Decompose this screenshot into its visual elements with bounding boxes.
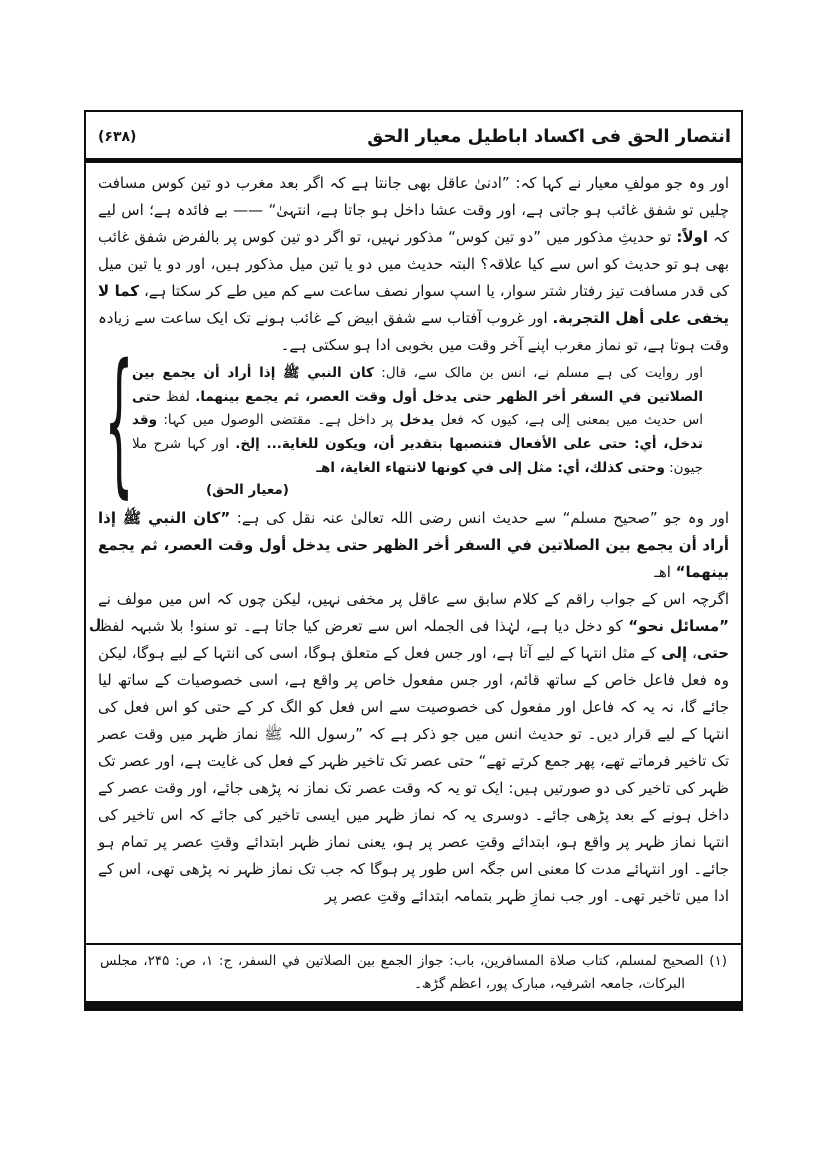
- page-header: [86, 112, 741, 158]
- paragraph-1: اور وہ جو مولفِ معیار نے کہا کہ: ”ادنیٰ عاقل بھی جانتا ہے کہ اگر بعد مغرب دو تین کوس مسافت چلیں تو شفق غائب ہو جاتی ہے، اور وقت عشا داخل ہو جاتا ہے، انتہیٰ“ —— بے فائدہ ہے؛ اس لیے کہ اولاً: تو حدیثِ مذکور میں ”دو تین کوس“ مذکور نہیں، تو اگر دو تین کوس پر بالفرض شفق غائب بھی ہو تو حدیث کو اس سے کیا علاقہ؟ البتہ حدیث میں دو یا تین میل مذکور ہیں، اور دو یا تین میل کی قدر مسافت تیز رفتار شتر سوار، یا اسپ سوار نصف ساعت سے کم میں طے کر سکتا ہے، كما لا يخفى على أهل التجربة. اور غروب آفتاب سے شفق ابیض کے غائب ہونے تک ایک ساعت سے زیادہ وقت ہوتا ہے، تو نماز مغرب اپنے آخر وقت میں بخوبی ادا ہو سکتی ہے۔: [98, 174, 730, 354]
- brace-column: [104, 329, 134, 513]
- bottom-bar: [86, 1001, 741, 1009]
- footnote-ref-margin-mark: ل: [89, 617, 102, 633]
- footnote-text: الصحيح لمسلم، كتاب صلاة المسافرين، باب: جواز الجمع بين الصلاتين في السفر، ج: ۱، ص: ۲۴۵، مجلس البركات، جامعہ اشرفیہ، مبارک پور، اعظم گڑھ۔: [100, 953, 710, 993]
- page-number: (۶۳۸): [98, 128, 137, 145]
- page-frame: [84, 110, 743, 1011]
- footnote: [86, 945, 741, 1001]
- quote-attribution: (معیار الحق): [206, 482, 289, 499]
- body-content: [86, 163, 741, 941]
- footnote-marker: (۱): [709, 953, 728, 970]
- curly-brace-icon: {: [104, 329, 134, 513]
- book-title: انتصار الحق فی اکساد اباطیل معیار الحق: [367, 126, 731, 147]
- footnote-body: [100, 950, 727, 996]
- paragraph-3: اگرچہ اس کے جواب راقم کے کلام سابق سے عاقل پر مخفی نہیں، لیکن چوں کہ اس میں مولف نے ”مسائل نحو“ کو دخل دیا ہے، لہٰذا فی الجملہ اس سے تعرض کیا جاتا ہے۔ تو سنو! بلا شبہہ لفظ حتی، إلى کے مثل انتہا کے لیے آتا ہے، اور جس فعل کے متعلق ہوگا، اسی کی انتہا کے لیے ہوگا، لیکن وہ فعل فاعل خاص کے ساتھ قائم، اور جس مفعول خاص پر واقع ہے، اسی خصوصیات کے ساتھ لیا جائے گا، نہ یہ کہ فاعل اور مفعول کی خصوصیت سے اس فعل کو الگ کر کے حتی کو اس فعل کی انتہا کے لیے قرار دیں۔ تو حدیث انس میں جو ذکر ہے کہ ”رسول اللہ ﷺ نماز ظہر میں وقت عصر تک تاخیر فرماتے تھے، پھر جمع کرتے تھے“ حتی عصر تک تاخیر ظہر کے فعل کی غایت ہے، اور عصر تک ظہر کی تاخیر کی دو صورتیں ہیں: ایک تو یہ کہ وقت عصر تک نماز نہ پڑھی جائے، اور وقت عصر کے داخل ہونے کے بعد پڑھی جائے۔ دوسری یہ کہ نماز ظہر میں ایسی تاخیر کی جائے کہ اس تاخیر کی انتہا نماز ظہر پر واقع ہو، ابتدائے وقتِ عصر پر ہو، یعنی نماز ظہر ابتدائے وقتِ عصر پر تمام ہو جائے۔ اور انتہائے مدت کا معنی اس جگہ اس طور پر ہوگا کہ جب تک نماز ظہر نہ پڑھی تھی، اس کے ادا میں تاخیر تھی۔ اور جب نمازِ ظہر بتمامہ ابتدائے وقتِ عصر پر: [98, 589, 730, 905]
- paragraph-2: اور وہ جو ”صحیح مسلم“ سے حدیث انس رضی اللہ تعالیٰ عنہ نقل کی ہے: ”كان النبي ﷺ إذا أراد أن يجمع بين الصلاتين في السفر أخر الظهر حتى يدخل أول وقت العصر، ثم يجمع بينهما“ اهـ: [98, 508, 729, 581]
- quote-text: اور روایت کی ہے مسلم نے، انس بن مالک سے، قال: كان النبي ﷺ إذا أراد أن يجمع بين الصلاتين في السفر أخر الظهر حتى يدخل أول وقت العصر، ثم يجمع بينهما. لفظ حتى اس حدیث میں بمعنی إلی ہے، کیوں کہ فعل يدخل پر داخل ہے۔ مقتضی الوصول میں کہا: وقد تدخل، أي: حتى على الأفعال فتنصبها بتقدير أن، ويكون للغاية... إلخ. اور کہا شرح ملا جیون: وحتى كذلك، أي: مثل إلى في كونها لانتهاء الغاية، اهـ: [132, 365, 704, 476]
